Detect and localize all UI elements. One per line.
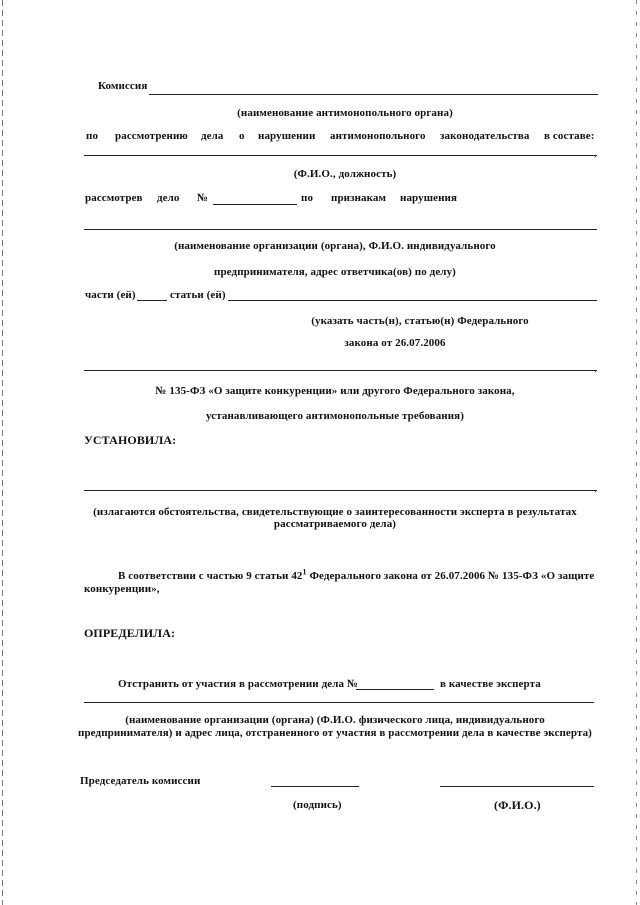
line-end-comma-3: ,	[594, 482, 597, 494]
antimonopoly-body-hint: (наименование антимонопольного органа)	[237, 107, 453, 119]
as-expert-text: в качестве эксперта	[440, 678, 541, 690]
case-word-1: рассмотрев	[85, 192, 143, 204]
chairman-label: Председатель комиссии	[80, 775, 201, 787]
law-field-line[interactable]	[84, 370, 597, 371]
circumstances-hint-line-1: (излагаются обстоятельства, свидетельствующие о заинтересованности эксперта в результатах	[93, 506, 577, 518]
law-hint-line-1: (указать часть(н), статью(н) Федерального	[311, 315, 529, 327]
fio-field-line[interactable]	[440, 786, 594, 787]
circumstances-hint-line-2: рассматриваемого дела)	[273, 518, 397, 530]
case-word-5: признакам	[331, 192, 387, 204]
circumstances-field-line[interactable]	[84, 490, 597, 491]
review-word-8: в составе:	[544, 130, 595, 142]
review-word-4: о	[239, 130, 245, 142]
accordance-text-a: В соответствии с частью 9 статьи 42	[118, 570, 303, 582]
accordance-superscript: 1	[302, 567, 307, 577]
review-word-1: по	[86, 130, 99, 142]
parts-field-line[interactable]	[137, 300, 167, 301]
commission-label: Комиссия	[98, 80, 148, 92]
line-end-comma-1: ,	[594, 147, 597, 159]
removed-hint-line-2: предпринимателя) и адрес лица, отстраненного от участия в рассмотрении дела в качестве эксперта)	[78, 727, 592, 739]
case-number-field-line[interactable]	[213, 204, 297, 205]
case-word-4: по	[301, 192, 314, 204]
commission-field-line[interactable]	[149, 94, 598, 95]
remove-text: Отстранить от участия в рассмотрении дела №	[118, 678, 359, 690]
respondent-field-line[interactable]	[84, 229, 597, 230]
established-heading: УСТАНОВИЛА:	[84, 433, 177, 447]
law-hint-line-2: закона от 26.07.2006	[344, 337, 446, 349]
scan-edge-right	[636, 0, 637, 905]
case-word-6: нарушения	[400, 192, 458, 204]
org-hint-line-1: (наименование организации (органа), Ф.И.О. индивидуального	[174, 240, 496, 252]
removed-person-field-line[interactable]	[84, 702, 594, 703]
review-word-5: нарушении	[258, 130, 316, 142]
review-word-7: законодательства	[440, 130, 530, 142]
signature-hint: (подпись)	[293, 799, 342, 811]
decided-heading: ОПРЕДЕЛИЛА:	[84, 626, 176, 640]
remove-case-number-field-line[interactable]	[356, 689, 434, 690]
accordance-text-b: Федерального закона от 26.07.2006 № 135-ФЗ «О защите	[306, 570, 595, 582]
articles-label: статьи (ей)	[170, 289, 226, 301]
law-line-1: № 135-ФЗ «О защите конкуренции» или другого Федерального закона,	[155, 385, 515, 397]
composition-field-line[interactable]	[84, 155, 597, 156]
articles-field-line[interactable]	[228, 300, 597, 301]
line-end-comma-2: ,	[594, 362, 597, 374]
removed-hint-line-1: (наименование организации (органа) (Ф.И.О. физического лица, индивидуального	[125, 714, 545, 726]
parts-label: части (ей)	[85, 289, 136, 301]
case-word-2: дело	[157, 192, 180, 204]
accordance-line-1	[118, 567, 595, 583]
review-word-6: антимонопольного	[330, 130, 426, 142]
law-line-2: устанавливающего антимонопольные требования)	[206, 410, 464, 422]
scan-edge-left	[2, 0, 3, 905]
accordance-line-2: конкуренции»,	[84, 583, 160, 595]
review-word-2: рассмотрению	[115, 130, 188, 142]
fio-position-hint: (Ф.И.О., должность)	[293, 168, 397, 180]
fio-hint: (Ф.И.О.)	[494, 798, 541, 812]
org-hint-line-2: предпринимателя, адрес ответчика(ов) по делу)	[214, 266, 456, 278]
review-word-3: дела	[201, 130, 224, 142]
case-number-sign: №	[197, 192, 209, 204]
signature-field-line[interactable]	[271, 786, 359, 787]
